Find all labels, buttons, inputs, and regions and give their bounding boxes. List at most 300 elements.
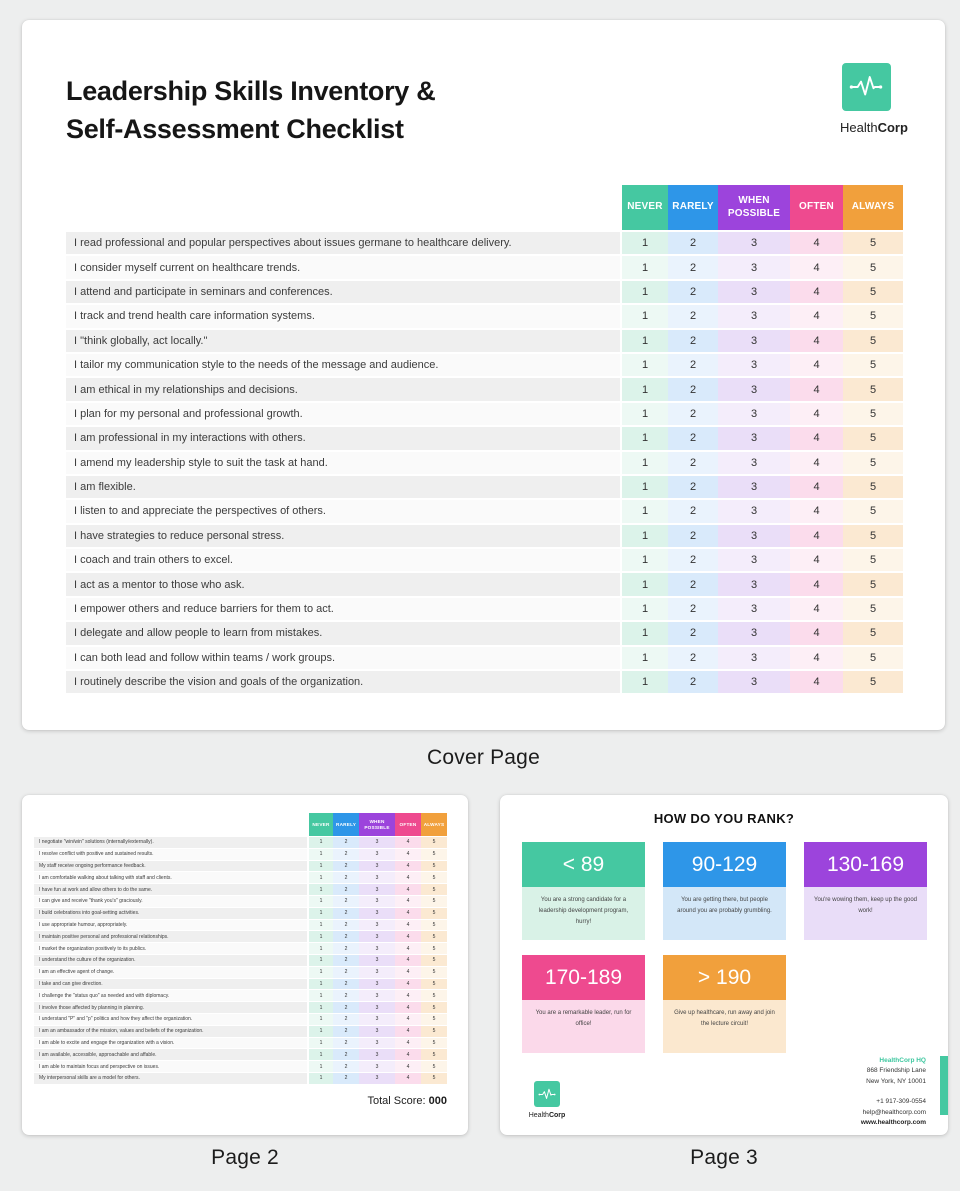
rating-cell-rarely[interactable]: 2 (668, 452, 718, 474)
assessment-table-body (66, 232, 903, 695)
rating-cell-rarely: 2 (333, 908, 359, 919)
total-score (367, 1095, 447, 1107)
rating-cell-when-possible: 3 (359, 1049, 395, 1060)
assessment-row (34, 1038, 447, 1049)
rating-cell-always: 5 (421, 931, 447, 942)
rating-cell-when-possible: 3 (359, 1073, 395, 1084)
rating-cell-always[interactable]: 5 (843, 525, 903, 547)
caption-page2: Page 2 (211, 1146, 279, 1169)
assessment-row (66, 305, 903, 327)
contact-phone: +1 917-309-0554 (876, 1098, 926, 1106)
rating-cell-rarely[interactable]: 2 (668, 427, 718, 449)
rating-cell-rarely: 2 (333, 1014, 359, 1025)
statement-text: I have fun at work and allow others to do the same. (34, 884, 307, 895)
rating-cell-never[interactable]: 1 (622, 305, 668, 327)
rating-cell-always: 5 (421, 884, 447, 895)
rank-card-170-189 (522, 955, 645, 1053)
rating-cell-always: 5 (421, 1026, 447, 1037)
rating-cell-when-possible: 3 (359, 849, 395, 860)
rating-cell-never[interactable]: 1 (622, 500, 668, 522)
rating-cell-never: 1 (309, 943, 333, 954)
rating-cell-rarely[interactable]: 2 (668, 305, 718, 327)
statement-text: I read professional and popular perspectives about issues germane to healthcare delivery. (66, 232, 620, 254)
assessment-row (34, 979, 447, 990)
rating-cell-often[interactable]: 4 (790, 476, 843, 498)
rating-cell-when-possible[interactable]: 3 (718, 354, 790, 376)
rating-cell-always[interactable]: 5 (843, 622, 903, 644)
rating-cell-never[interactable]: 1 (622, 330, 668, 352)
contact-address-line1: 868 Friendship Lane (866, 1067, 926, 1075)
assessment-row (34, 920, 447, 931)
assessment-row (34, 1014, 447, 1025)
rating-cell-when-possible: 3 (359, 967, 395, 978)
rating-cell-never[interactable]: 1 (622, 549, 668, 571)
contact-address-line2: New York, NY 10001 (866, 1077, 926, 1085)
assessment-row (66, 500, 903, 522)
statement-text: I am an effective agent of change. (34, 967, 307, 978)
rating-cell-when-possible: 3 (359, 979, 395, 990)
rating-cell-always: 5 (421, 837, 447, 848)
assessment-row (34, 955, 447, 966)
rating-cell-never[interactable]: 1 (622, 573, 668, 595)
rating-cell-rarely[interactable]: 2 (668, 378, 718, 400)
rating-cell-when-possible: 3 (359, 931, 395, 942)
rating-cell-always[interactable]: 5 (843, 549, 903, 571)
statement-text: I routinely describe the vision and goals of the organization. (66, 671, 620, 693)
rating-cell-always[interactable]: 5 (843, 573, 903, 595)
statement-text: I market the organization positively to its publics. (34, 943, 307, 954)
rating-cell-when-possible: 3 (359, 884, 395, 895)
rating-cell-often: 4 (395, 872, 421, 883)
rating-cell-often: 4 (395, 1026, 421, 1037)
assessment-table-body (34, 837, 447, 1085)
rating-cell-rarely[interactable]: 2 (668, 573, 718, 595)
rating-cell-when-possible[interactable]: 3 (718, 525, 790, 547)
rating-cell-rarely[interactable]: 2 (668, 500, 718, 522)
statement-text: I resolve conflict with positive and sustained results. (34, 849, 307, 860)
rating-cell-never[interactable]: 1 (622, 403, 668, 425)
column-header-when-possible: WHEN POSSIBLE (359, 813, 395, 836)
rating-cell-when-possible[interactable]: 3 (718, 598, 790, 620)
brand-logo-small (527, 1081, 567, 1119)
rating-cell-never[interactable]: 1 (622, 647, 668, 669)
rating-cell-rarely: 2 (333, 1073, 359, 1084)
rating-cell-never: 1 (309, 1049, 333, 1060)
rating-cell-always: 5 (421, 955, 447, 966)
rating-cell-when-possible: 3 (359, 955, 395, 966)
rating-cell-never[interactable]: 1 (622, 476, 668, 498)
statement-text: My staff receive ongoing performance feedback. (34, 861, 307, 872)
rating-cell-often[interactable]: 4 (790, 549, 843, 571)
rating-cell-never[interactable]: 1 (622, 452, 668, 474)
rank-range: < 89 (522, 842, 645, 887)
rating-cell-rarely: 2 (333, 884, 359, 895)
assessment-row (66, 403, 903, 425)
assessment-row (34, 1049, 447, 1060)
rating-cell-rarely: 2 (333, 1038, 359, 1049)
document-title-line2: Self-Assessment Checklist (66, 114, 404, 144)
rating-cell-rarely[interactable]: 2 (668, 330, 718, 352)
rating-cell-always: 5 (421, 849, 447, 860)
rank-card-90-129 (663, 842, 786, 940)
column-header-rarely: RARELY (333, 813, 359, 836)
statement-text: I can both lead and follow within teams / work groups. (66, 647, 620, 669)
rating-cell-rarely: 2 (333, 979, 359, 990)
statement-text: I am available, accessible, approachable and affable. (34, 1049, 307, 1060)
rating-cell-never[interactable]: 1 (622, 622, 668, 644)
rating-cell-rarely[interactable]: 2 (668, 476, 718, 498)
rating-cell-rarely: 2 (333, 1002, 359, 1013)
rating-cell-when-possible[interactable]: 3 (718, 256, 790, 278)
rating-cell-when-possible[interactable]: 3 (718, 452, 790, 474)
rating-cell-when-possible[interactable]: 3 (718, 671, 790, 693)
rating-cell-always[interactable]: 5 (843, 500, 903, 522)
assessment-row (66, 647, 903, 669)
rating-cell-when-possible[interactable]: 3 (718, 573, 790, 595)
rating-cell-always[interactable]: 5 (843, 452, 903, 474)
rating-cell-when-possible[interactable]: 3 (718, 500, 790, 522)
page3-thumbnail[interactable] (500, 795, 948, 1135)
rating-cell-when-possible[interactable]: 3 (718, 281, 790, 303)
rating-cell-when-possible[interactable]: 3 (718, 622, 790, 644)
assessment-row (66, 427, 903, 449)
rating-cell-always: 5 (421, 896, 447, 907)
statement-text: I am flexible. (66, 476, 620, 498)
rank-range: > 190 (663, 955, 786, 1000)
rating-cell-when-possible: 3 (359, 861, 395, 872)
ekg-heartbeat-icon (534, 1081, 560, 1107)
rating-cell-never[interactable]: 1 (622, 232, 668, 254)
cover-page (22, 20, 945, 730)
rating-cell-often: 4 (395, 884, 421, 895)
statement-text: I "think globally, act locally." (66, 330, 620, 352)
statement-text: I understand "P" and "p" politics and how they affect the organization. (34, 1014, 307, 1025)
rating-cell-when-possible: 3 (359, 920, 395, 931)
rank-description: You are a remarkable leader, run for office! (522, 1000, 645, 1053)
rating-cell-rarely[interactable]: 2 (668, 549, 718, 571)
statement-text: I have strategies to reduce personal stress. (66, 525, 620, 547)
assessment-row (66, 232, 903, 254)
contact-website: www.healthcorp.com (860, 1118, 926, 1126)
statement-text: I delegate and allow people to learn from mistakes. (66, 622, 620, 644)
rank-card-130-169 (804, 842, 927, 940)
rating-cell-rarely: 2 (333, 943, 359, 954)
rating-cell-when-possible[interactable]: 3 (718, 330, 790, 352)
rating-cell-always: 5 (421, 967, 447, 978)
assessment-row (34, 908, 447, 919)
rank-range: 170-189 (522, 955, 645, 1000)
ekg-heartbeat-icon (842, 63, 891, 111)
column-header-often: OFTEN (790, 185, 843, 230)
rating-cell-always[interactable]: 5 (843, 403, 903, 425)
rating-cell-when-possible[interactable]: 3 (718, 549, 790, 571)
rating-cell-never[interactable]: 1 (622, 378, 668, 400)
rating-cell-often[interactable]: 4 (790, 232, 843, 254)
rating-cell-rarely[interactable]: 2 (668, 622, 718, 644)
statement-text: I attend and participate in seminars and conferences. (66, 281, 620, 303)
rating-cell-always: 5 (421, 1061, 447, 1072)
rating-cell-rarely: 2 (333, 931, 359, 942)
assessment-row (66, 549, 903, 571)
rating-cell-when-possible[interactable]: 3 (718, 305, 790, 327)
rating-cell-when-possible: 3 (359, 837, 395, 848)
rating-cell-always: 5 (421, 979, 447, 990)
assessment-row (66, 622, 903, 644)
rating-cell-when-possible[interactable]: 3 (718, 647, 790, 669)
statement-text: I involve those affected by planning in planning. (34, 1002, 307, 1013)
rating-cell-often[interactable]: 4 (790, 622, 843, 644)
rating-cell-often: 4 (395, 1073, 421, 1084)
rating-cell-rarely: 2 (333, 896, 359, 907)
statement-text: I use appropriate humour, appropriately. (34, 920, 307, 931)
rating-cell-rarely[interactable]: 2 (668, 647, 718, 669)
rating-cell-never: 1 (309, 967, 333, 978)
assessment-table (66, 185, 903, 695)
rating-cell-always[interactable]: 5 (843, 330, 903, 352)
rating-cell-when-possible[interactable]: 3 (718, 403, 790, 425)
rating-cell-when-possible: 3 (359, 990, 395, 1001)
rating-cell-never: 1 (309, 896, 333, 907)
rating-cell-often[interactable]: 4 (790, 525, 843, 547)
rating-cell-when-possible: 3 (359, 872, 395, 883)
assessment-row (34, 931, 447, 942)
rating-cell-rarely: 2 (333, 920, 359, 931)
rating-cell-rarely: 2 (333, 837, 359, 848)
rating-cell-always: 5 (421, 1049, 447, 1060)
assessment-row (34, 884, 447, 895)
rating-cell-often: 4 (395, 931, 421, 942)
assessment-table-page2 (34, 813, 447, 1085)
column-header-always: ALWAYS (421, 813, 447, 836)
assessment-row (34, 1073, 447, 1084)
statement-text: My interpersonal skills are a model for others. (34, 1073, 307, 1084)
rating-cell-always[interactable]: 5 (843, 647, 903, 669)
rating-cell-when-possible: 3 (359, 1014, 395, 1025)
statement-text: I am an ambassador of the mission, values and beliefs of the organization. (34, 1026, 307, 1037)
rank-description: You're wowing them, keep up the good work! (804, 887, 927, 940)
statement-column-header (66, 185, 620, 230)
rating-cell-often: 4 (395, 849, 421, 860)
brand-wordmark: HealthCorp (840, 120, 908, 135)
rating-cell-rarely: 2 (333, 967, 359, 978)
rating-cell-never: 1 (309, 955, 333, 966)
rating-cell-never[interactable]: 1 (622, 281, 668, 303)
contact-block (861, 1056, 926, 1128)
rating-cell-often[interactable]: 4 (790, 452, 843, 474)
rating-cell-often[interactable]: 4 (790, 281, 843, 303)
assessment-row (66, 573, 903, 595)
rating-cell-never: 1 (309, 849, 333, 860)
rating-cell-when-possible: 3 (359, 943, 395, 954)
assessment-row (66, 671, 903, 693)
rating-cell-often[interactable]: 4 (790, 378, 843, 400)
statement-text: I amend my leadership style to suit the task at hand. (66, 452, 620, 474)
rating-cell-always: 5 (421, 872, 447, 883)
rating-cell-often: 4 (395, 1038, 421, 1049)
statement-text: I maintain positive personal and professional relationships. (34, 931, 307, 942)
statement-text: I can give and receive "thank you's" graciously. (34, 896, 307, 907)
rating-cell-when-possible: 3 (359, 1038, 395, 1049)
rating-cell-often: 4 (395, 967, 421, 978)
rank-description: Give up healthcare, run away and join the lecture circuit! (663, 1000, 786, 1053)
rating-cell-when-possible[interactable]: 3 (718, 378, 790, 400)
rating-cell-always: 5 (421, 920, 447, 931)
rating-cell-often: 4 (395, 955, 421, 966)
statement-text: I consider myself current on healthcare trends. (66, 256, 620, 278)
rating-cell-never: 1 (309, 920, 333, 931)
assessment-row (66, 452, 903, 474)
statement-text: I listen to and appreciate the perspectives of others. (66, 500, 620, 522)
rating-cell-when-possible: 3 (359, 1002, 395, 1013)
rating-cell-often: 4 (395, 1002, 421, 1013)
rating-cell-often: 4 (395, 1049, 421, 1060)
rating-cell-never: 1 (309, 1073, 333, 1084)
rating-cell-rarely[interactable]: 2 (668, 354, 718, 376)
rating-cell-rarely: 2 (333, 1061, 359, 1072)
assessment-row (66, 330, 903, 352)
rating-cell-always[interactable]: 5 (843, 427, 903, 449)
rating-cell-rarely[interactable]: 2 (668, 403, 718, 425)
assessment-row (66, 598, 903, 620)
rating-cell-never[interactable]: 1 (622, 525, 668, 547)
rating-cell-never: 1 (309, 908, 333, 919)
statement-text: I am professional in my interactions with others. (66, 427, 620, 449)
rating-cell-when-possible: 3 (359, 1026, 395, 1037)
rating-cell-when-possible[interactable]: 3 (718, 232, 790, 254)
rating-cell-when-possible[interactable]: 3 (718, 427, 790, 449)
contact-hq: HealthCorp HQ (879, 1057, 926, 1064)
statement-text: I am able to excite and engage the organization with a vision. (34, 1038, 307, 1049)
rating-cell-never: 1 (309, 1038, 333, 1049)
assessment-row (66, 378, 903, 400)
column-header-rarely: RARELY (668, 185, 718, 230)
rating-cell-often: 4 (395, 979, 421, 990)
rating-cell-often[interactable]: 4 (790, 330, 843, 352)
rating-cell-often[interactable]: 4 (790, 403, 843, 425)
rating-cell-always[interactable]: 5 (843, 305, 903, 327)
rating-cell-rarely: 2 (333, 1026, 359, 1037)
rating-cell-always[interactable]: 5 (843, 671, 903, 693)
statement-text: I build celebrations into goal-setting activities. (34, 908, 307, 919)
rank-range: 90-129 (663, 842, 786, 887)
statement-text: I take and can give direction. (34, 979, 307, 990)
page2-thumbnail[interactable] (22, 795, 468, 1135)
rating-cell-always[interactable]: 5 (843, 378, 903, 400)
rating-cell-often[interactable]: 4 (790, 256, 843, 278)
rating-cell-always[interactable]: 5 (843, 256, 903, 278)
statement-text: I challenge the "status quo" as needed and with diplomacy. (34, 990, 307, 1001)
rank-description: You are a strong candidate for a leadership development program, hurry! (522, 887, 645, 940)
assessment-table-header (34, 813, 447, 836)
rating-cell-rarely: 2 (333, 990, 359, 1001)
caption-page3: Page 3 (690, 1146, 758, 1169)
rating-cell-rarely[interactable]: 2 (668, 281, 718, 303)
rating-cell-when-possible: 3 (359, 908, 395, 919)
assessment-row (34, 872, 447, 883)
rank-section-title: HOW DO YOU RANK? (653, 811, 795, 826)
rating-cell-never[interactable]: 1 (622, 256, 668, 278)
rating-cell-often: 4 (395, 1061, 421, 1072)
rating-cell-never[interactable]: 1 (622, 598, 668, 620)
statement-text: I am comfortable walking about talking with staff and clients. (34, 872, 307, 883)
rating-cell-rarely: 2 (333, 1049, 359, 1060)
rating-cell-rarely: 2 (333, 872, 359, 883)
brand-logo (840, 63, 908, 135)
rating-cell-never: 1 (309, 884, 333, 895)
rating-cell-rarely[interactable]: 2 (668, 598, 718, 620)
assessment-row (34, 943, 447, 954)
assessment-row (34, 967, 447, 978)
rating-cell-never: 1 (309, 979, 333, 990)
rating-cell-rarely: 2 (333, 861, 359, 872)
accent-bar (940, 1056, 948, 1115)
assessment-row (34, 990, 447, 1001)
caption-cover-page: Cover Page (427, 746, 540, 769)
rating-cell-often: 4 (395, 908, 421, 919)
rating-cell-often[interactable]: 4 (790, 573, 843, 595)
rating-cell-always[interactable]: 5 (843, 476, 903, 498)
rating-cell-always: 5 (421, 1014, 447, 1025)
rating-cell-often[interactable]: 4 (790, 427, 843, 449)
column-header-never: NEVER (622, 185, 668, 230)
contact-email: help@healthcorp.com (862, 1108, 926, 1116)
rating-cell-always[interactable]: 5 (843, 598, 903, 620)
rating-cell-often: 4 (395, 1014, 421, 1025)
rating-cell-rarely[interactable]: 2 (668, 671, 718, 693)
rating-cell-often[interactable]: 4 (790, 598, 843, 620)
document-title (66, 72, 435, 148)
rating-cell-rarely[interactable]: 2 (668, 525, 718, 547)
column-header-never: NEVER (309, 813, 333, 836)
statement-text: I am ethical in my relationships and decisions. (66, 378, 620, 400)
rating-cell-always[interactable]: 5 (843, 281, 903, 303)
rating-cell-always[interactable]: 5 (843, 232, 903, 254)
rating-cell-always[interactable]: 5 (843, 354, 903, 376)
rating-cell-often[interactable]: 4 (790, 671, 843, 693)
rating-cell-always: 5 (421, 943, 447, 954)
rating-cell-never: 1 (309, 1026, 333, 1037)
assessment-table-header (66, 185, 903, 230)
statement-column-header (34, 813, 307, 836)
rating-cell-often: 4 (395, 837, 421, 848)
rating-cell-often[interactable]: 4 (790, 500, 843, 522)
rating-cell-always: 5 (421, 908, 447, 919)
rating-cell-when-possible: 3 (359, 1061, 395, 1072)
rating-cell-always: 5 (421, 861, 447, 872)
rating-cell-rarely[interactable]: 2 (668, 256, 718, 278)
rating-cell-when-possible[interactable]: 3 (718, 476, 790, 498)
rating-cell-never: 1 (309, 990, 333, 1001)
assessment-row (66, 256, 903, 278)
rating-cell-often: 4 (395, 943, 421, 954)
statement-text: I am able to maintain focus and perspective on issues. (34, 1061, 307, 1072)
rating-cell-often: 4 (395, 920, 421, 931)
rating-cell-never[interactable]: 1 (622, 354, 668, 376)
statement-text: I track and trend health care information systems. (66, 305, 620, 327)
rating-cell-never[interactable]: 1 (622, 671, 668, 693)
column-header-when-possible: WHEN POSSIBLE (718, 185, 790, 230)
rating-cell-rarely[interactable]: 2 (668, 232, 718, 254)
assessment-row (66, 525, 903, 547)
rating-cell-often[interactable]: 4 (790, 305, 843, 327)
rating-cell-never: 1 (309, 931, 333, 942)
rating-cell-never[interactable]: 1 (622, 427, 668, 449)
rating-cell-often[interactable]: 4 (790, 354, 843, 376)
document-title-line1: Leadership Skills Inventory & (66, 76, 436, 106)
rating-cell-often[interactable]: 4 (790, 647, 843, 669)
rating-cell-always: 5 (421, 1002, 447, 1013)
statement-text: I act as a mentor to those who ask. (66, 573, 620, 595)
